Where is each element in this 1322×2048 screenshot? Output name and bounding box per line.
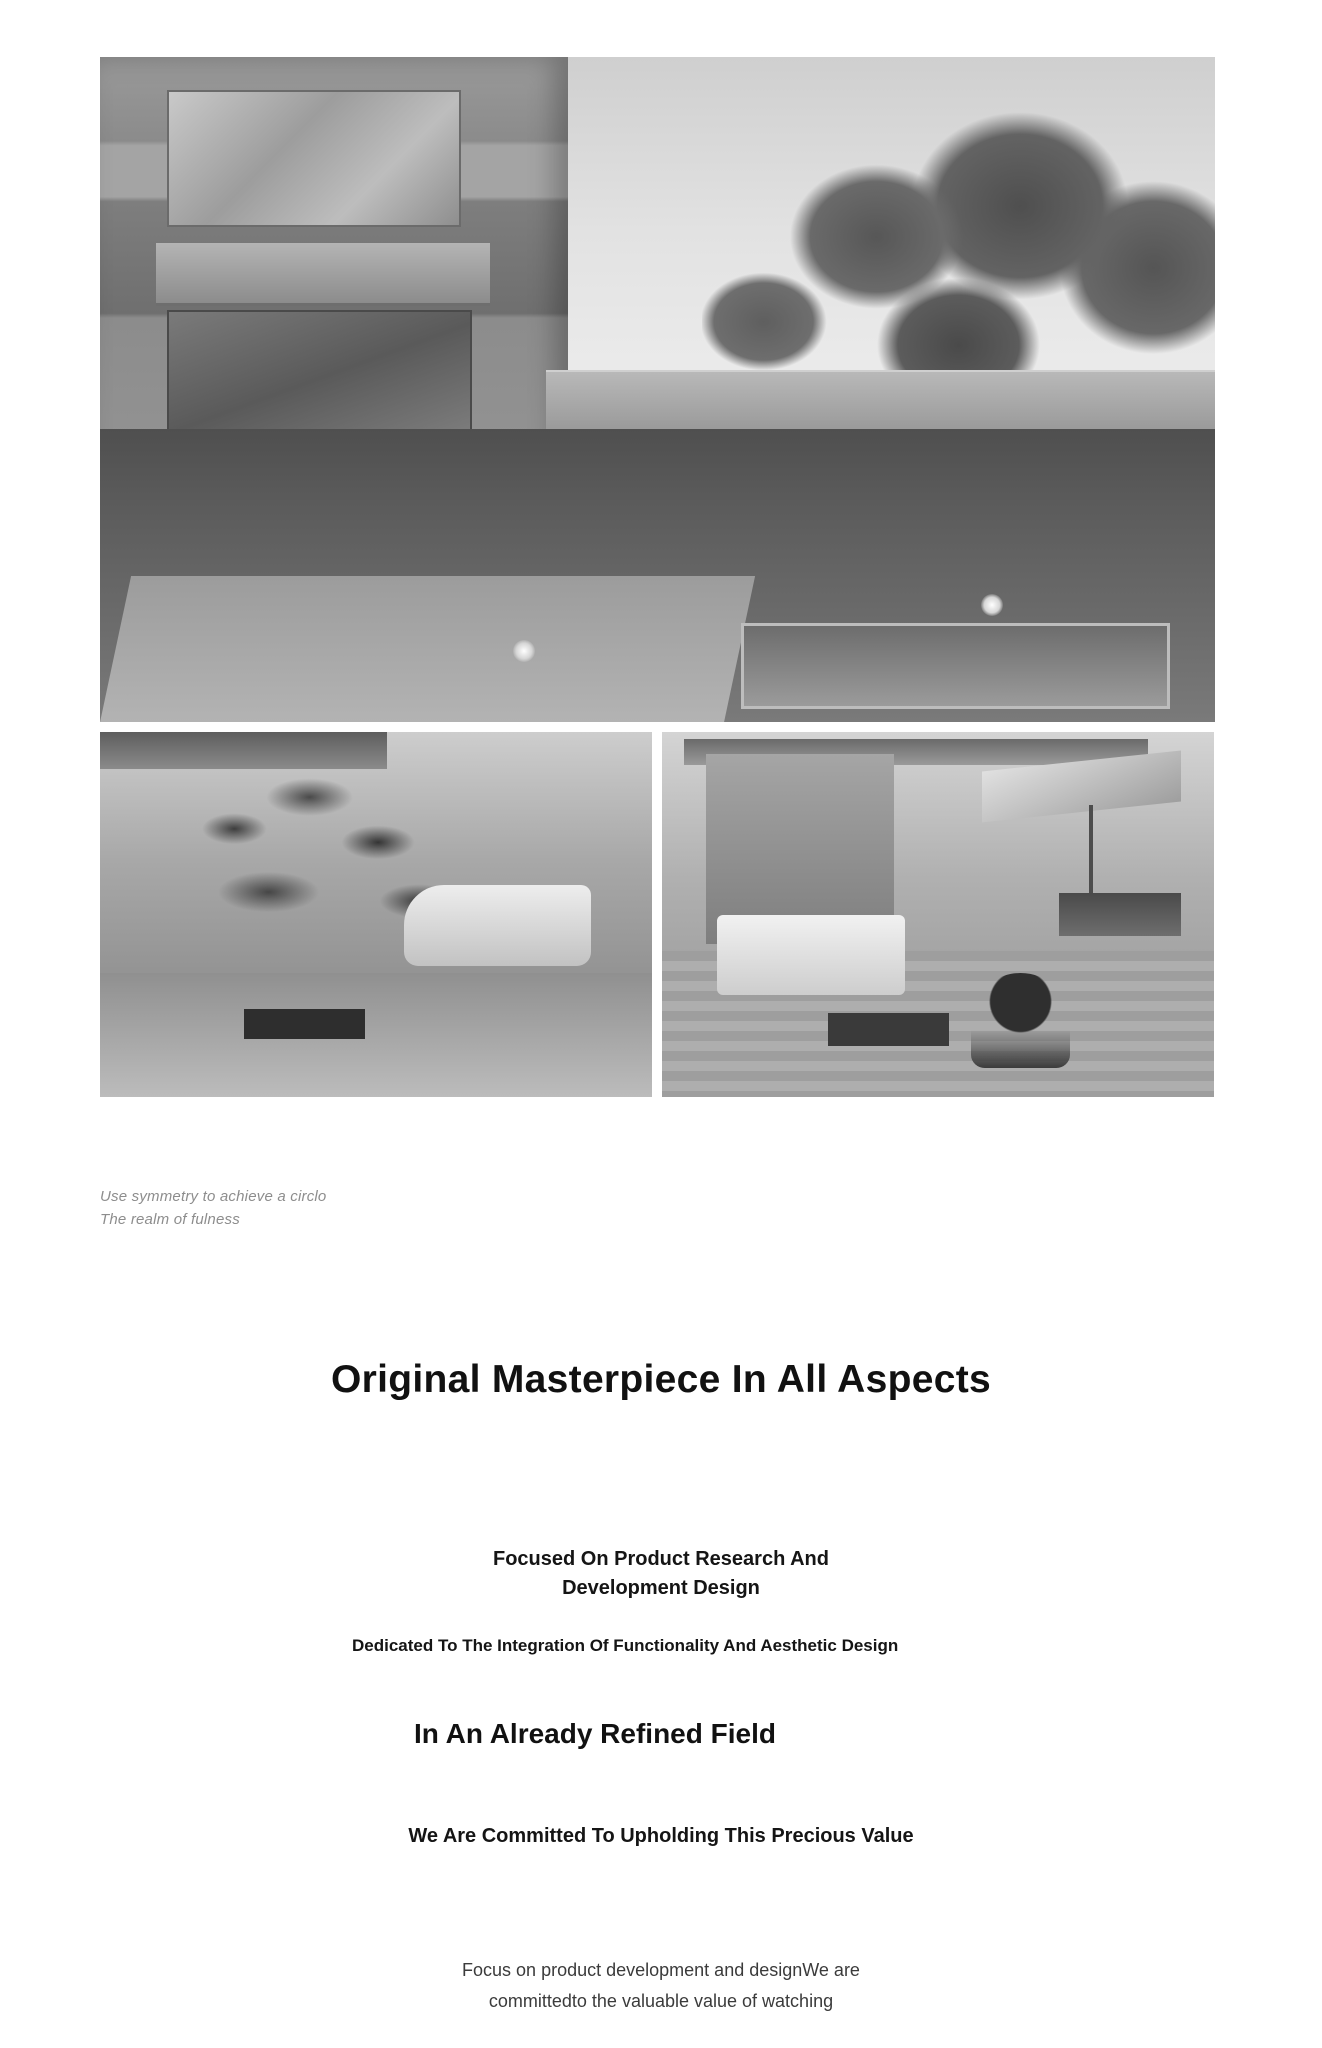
footer-line-2: committedto the valuable value of watching <box>488 1990 834 2011</box>
caption-line-1: Use symmetry to achieve a circlo <box>100 1188 327 1205</box>
hero-photo-scene <box>100 57 1215 722</box>
upper-window <box>167 90 461 227</box>
subheading-precious-value: We Are Committed To Upholding This Precious Value <box>408 1825 914 1847</box>
reflecting-pool <box>741 623 1171 709</box>
dining-table <box>1059 893 1180 937</box>
floor-layer <box>100 973 652 1097</box>
image-gallery <box>100 57 1215 1097</box>
thumbnail-photo-2 <box>662 732 1214 1097</box>
subheading-refined-field: In An Already Refined Field <box>414 1718 776 1749</box>
image-caption <box>100 1185 660 1232</box>
garden-light-icon <box>513 640 535 662</box>
thumbnail-1-scene <box>100 732 652 1097</box>
thumbnail-photo-1 <box>100 732 652 1097</box>
coffee-table <box>828 1013 949 1046</box>
garden-light-icon <box>981 594 1003 616</box>
caption-line-2: The realm of fulness <box>100 1211 240 1229</box>
balcony-slab <box>156 243 491 306</box>
page-title: Original Masterpiece In All Aspects <box>331 1358 991 1401</box>
subheading-research-development: Focused On Product Research And Development Design <box>493 1548 829 1599</box>
lounge-chair <box>404 885 592 965</box>
footer-text <box>0 1955 1322 2016</box>
subheading-functionality-aesthetics: Dedicated To The Integration Of Functionality And Aesthetic Design <box>352 1636 899 1655</box>
rattan-chair <box>971 973 1070 1068</box>
outdoor-sofa <box>717 915 905 995</box>
terrace-paving <box>100 576 755 722</box>
footer-line-1: Focus on product development and designWe are <box>462 1960 860 1980</box>
thumbnail-row <box>100 732 1215 1097</box>
thumbnail-2-scene <box>662 732 1214 1097</box>
hero-photo <box>100 57 1215 722</box>
low-table <box>244 1009 365 1038</box>
